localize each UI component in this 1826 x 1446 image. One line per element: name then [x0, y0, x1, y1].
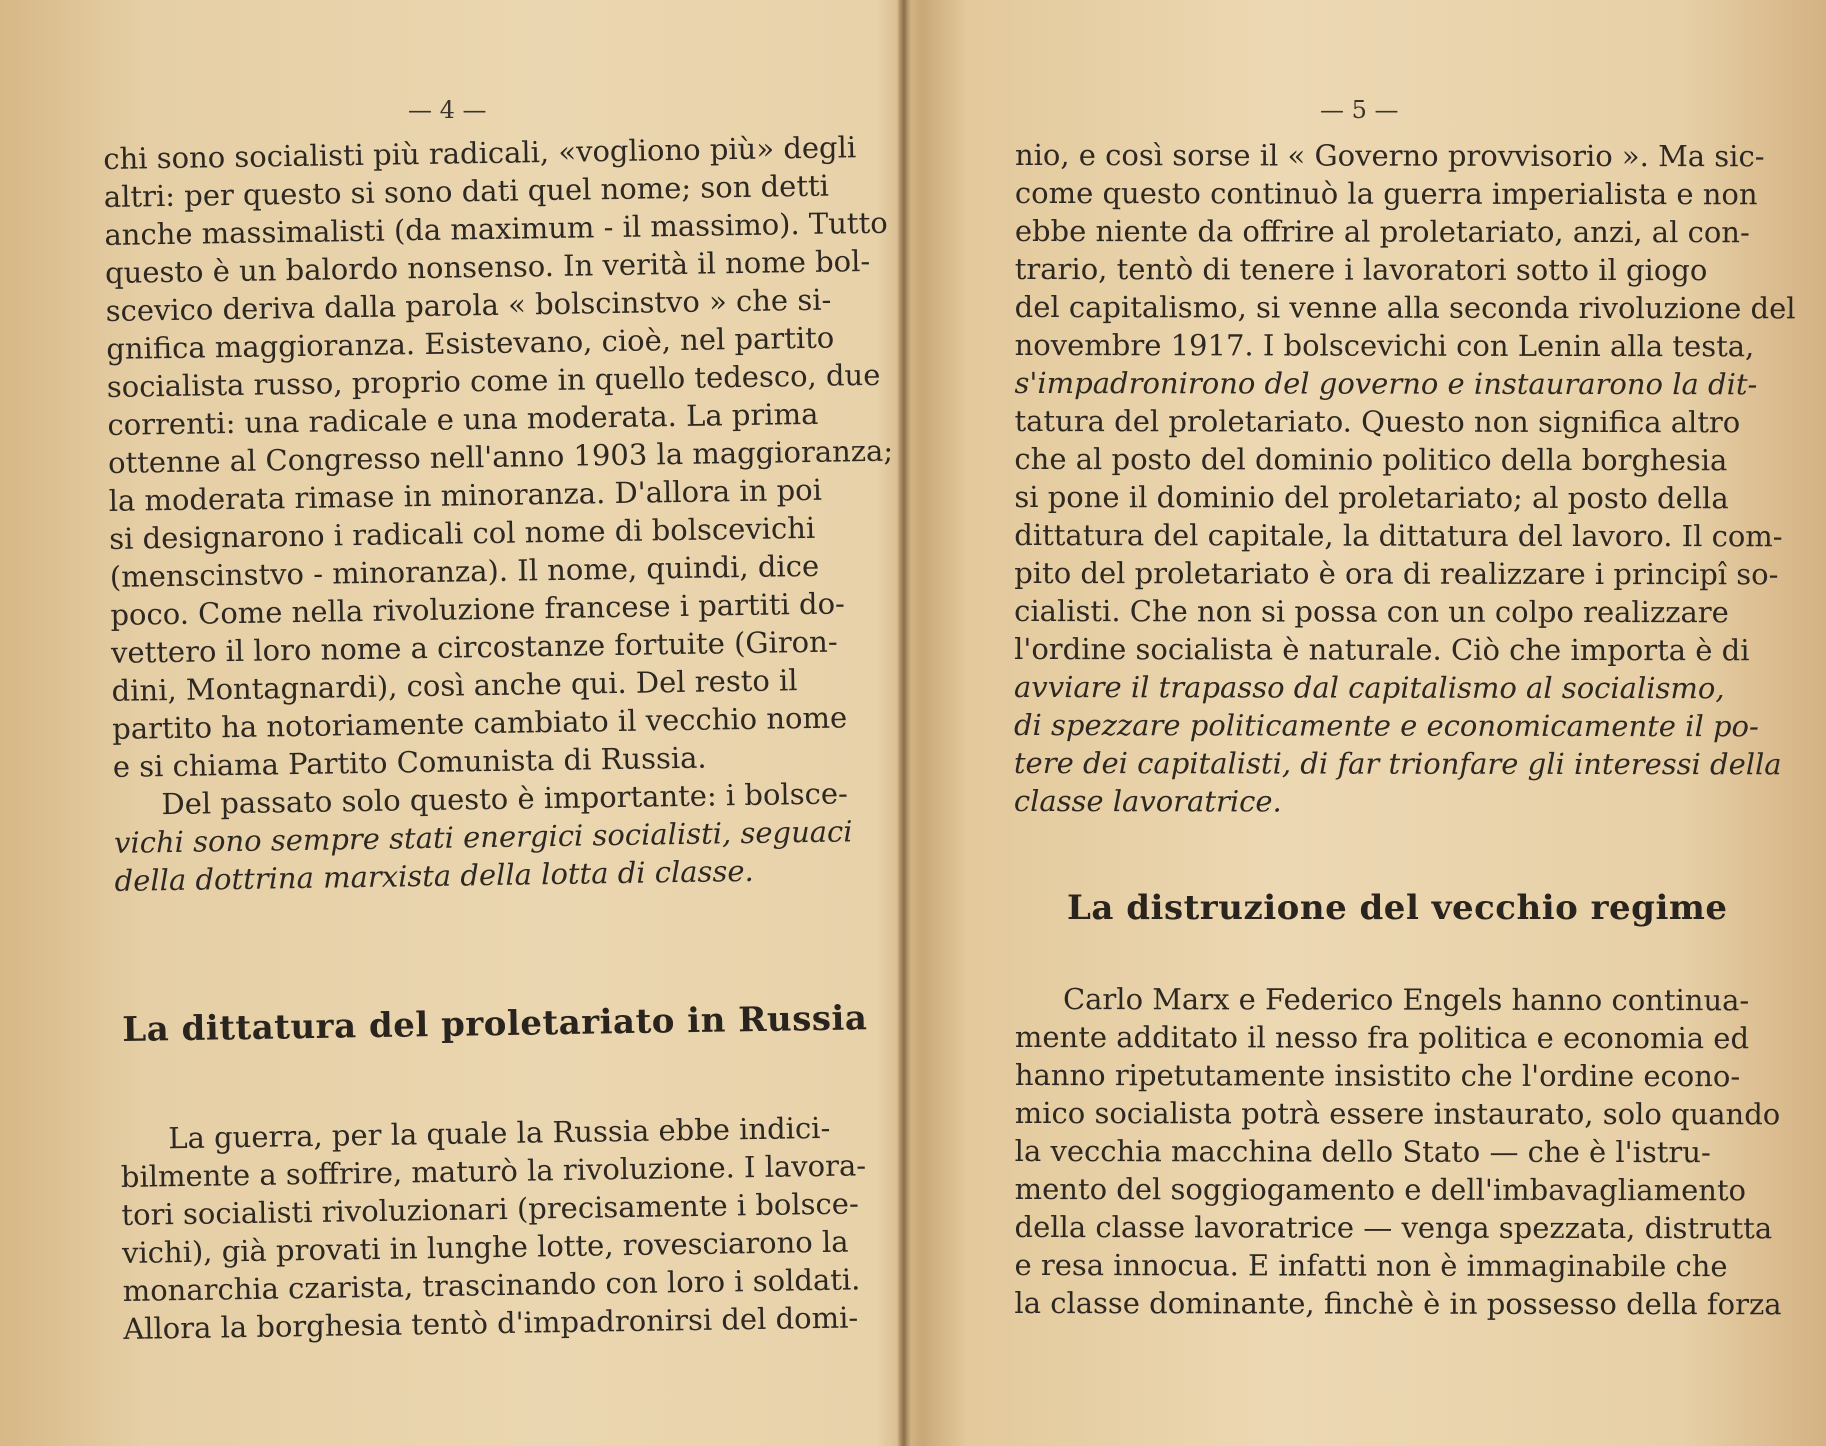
text-line: dittatura del capitale, la dittatura del lavoro. Il com-: [1014, 517, 1783, 554]
text-line: monarchia czarista, trascinando con loro i soldati.: [122, 1262, 861, 1308]
text-line: si pone il dominio del proletariato; al posto della: [1014, 479, 1729, 516]
text-line: avviare il trapasso dal capitalismo al socialismo,: [1014, 669, 1725, 706]
text-line: Del passato solo questo è importante: i bolsce-: [161, 776, 849, 822]
text-line: e resa innocua. E infatti non è immaginabile che: [1014, 1247, 1728, 1284]
text-line: scevico deriva dalla parola « bolscinstvo » che si-: [105, 282, 832, 328]
text-line: vichi), già provati in lunghe lotte, rovesciarono la: [121, 1224, 849, 1270]
text-line: la moderata rimase in minoranza. D'allora in poi: [108, 472, 823, 518]
text-line: classe lavoratrice.: [1013, 783, 1282, 819]
section-heading: La distruzione del vecchio regime: [1067, 888, 1728, 928]
text-line: mento del soggiogamento e dell'imbavagliamento: [1014, 1171, 1747, 1208]
text-line: della classe lavoratrice — venga spezzata, distrutta: [1014, 1209, 1773, 1246]
page-number: — 4 —: [408, 96, 487, 124]
section-heading: La dittatura del proletariato in Russia: [122, 998, 868, 1050]
text-line: tere dei capitalisti, di far trionfare gli interessi della: [1013, 745, 1782, 782]
text-line: questo è un balordo nonsenso. In verità il nome bol-: [104, 243, 871, 290]
page-number: — 5 —: [1320, 96, 1399, 124]
text-line: trario, tentò di tenere i lavoratori sotto il giogo: [1014, 251, 1708, 288]
text-line: mico socialista potrà essere instaurato, solo quando: [1014, 1095, 1781, 1132]
text-line: di spezzare politicamente e economicamente il po-: [1013, 707, 1759, 744]
text-line: l'ordine socialista è naturale. Ciò che importa è di: [1014, 631, 1750, 668]
text-line: dini, Montagnardi), così anche qui. Del resto il: [111, 663, 798, 708]
text-line: della dottrina marxista della lotta di classe.: [114, 853, 754, 898]
text-line: del capitalismo, si venne alla seconda rivoluzione del: [1014, 289, 1796, 326]
text-line: nio, e così sorse il « Governo provvisorio ». Ma sic-: [1014, 138, 1765, 174]
paragraph: [1013, 136, 1796, 821]
text-line: altri: per questo si sono dati quel nome; son detti: [103, 168, 830, 214]
paragraph: [120, 1109, 867, 1348]
text-line: novembre 1917. I bolscevichi con Lenin alla testa,: [1014, 327, 1755, 364]
text-line: come questo continuò la guerra imperialista e non: [1014, 175, 1758, 212]
text-line: tori socialisti rivoluzionari (precisamente i bolsce-: [121, 1186, 859, 1232]
text-line: socialista russo, proprio come in quello tedesco, due: [106, 357, 881, 404]
text-line: tatura del proletariato. Questo non significa altro: [1014, 403, 1741, 440]
text-line: si designarono i radicali col nome di bolscevichi: [109, 510, 816, 556]
text-line: vichi sono sempre stati energici socialisti, seguaci: [113, 814, 853, 860]
left-page: [0, 0, 905, 1446]
text-line: correnti: una radicale e una moderata. La prima: [107, 396, 819, 442]
text-line: (menscinstvo - minoranza). Il nome, quindi, dice: [109, 548, 820, 594]
text-line: Carlo Marx e Federico Engels hanno continua-: [1062, 982, 1750, 1018]
text-line: hanno ripetutamente insistito che l'ordine econo-: [1014, 1057, 1741, 1094]
text-line: Allora la borghesia tentò d'impadronirsi del domi-: [123, 1300, 859, 1346]
paragraph: [1014, 980, 1782, 1323]
text-line: gnifica maggioranza. Esistevano, cioè, nel partito: [106, 320, 835, 366]
text-line: s'impadronirono del governo e instaurarono la dit-: [1014, 365, 1758, 402]
paragraph: [103, 130, 894, 900]
text-line: la vecchia macchina dello Stato — che è l'istru-: [1014, 1133, 1711, 1170]
text-line: mente additato il nesso fra politica e economia ed: [1014, 1019, 1750, 1056]
text-line: bilmente a soffrire, maturò la rivoluzione. I lavora-: [120, 1148, 867, 1194]
text-line: La guerra, per la quale la Russia ebbe indici-: [168, 1110, 831, 1156]
text-line: vettero il loro nome a circostanze fortuite (Giron-: [110, 624, 838, 670]
text-line: ebbe niente da offrire al proletariato, anzi, al con-: [1014, 213, 1750, 250]
text-line: ottenne al Congresso nell'anno 1903 la maggioranza;: [107, 433, 894, 480]
text-line: pito del proletariato è ora di realizzare i principî so-: [1014, 555, 1779, 592]
text-line: anche massimalisti (da maximum - il massimo). Tutto: [104, 205, 888, 252]
text-line: chi sono socialisti più radicali, «vogliono più» degli: [103, 130, 857, 176]
text-line: che al posto del dominio politico della borghesia: [1014, 441, 1728, 478]
text-line: la classe dominante, finchè è in possesso della forza: [1014, 1285, 1782, 1322]
right-page: [905, 0, 1826, 1446]
text-line: partito ha notoriamente cambiato il vecchio nome: [111, 700, 848, 746]
text-line: e si chiama Partito Comunista di Russia.: [112, 740, 707, 784]
text-line: poco. Come nella rivoluzione francese i partiti do-: [110, 586, 846, 632]
text-line: cialisti. Che non si possa con un colpo realizzare: [1014, 593, 1729, 630]
